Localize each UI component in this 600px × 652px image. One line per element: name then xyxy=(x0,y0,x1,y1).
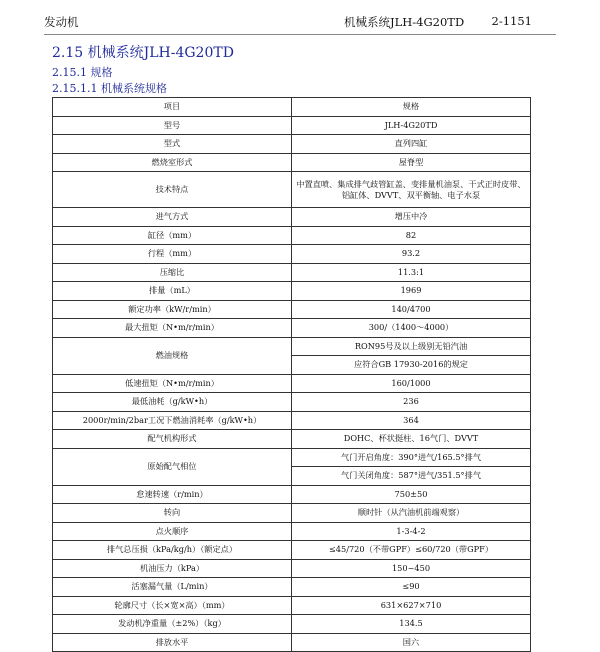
table-row xyxy=(53,504,531,523)
table-row xyxy=(53,411,531,430)
table-cell-item: 机油压力（kPa） xyxy=(53,559,292,578)
table-row xyxy=(53,596,531,615)
table-cell-item: 额定功率（kW/r/min） xyxy=(53,300,292,319)
table-row xyxy=(53,578,531,597)
table-cell-spec: 236 xyxy=(292,393,531,412)
table-row xyxy=(53,633,531,652)
table-cell-spec: 134.5 xyxy=(292,615,531,634)
table-cell-spec: 增压中冷 xyxy=(292,208,531,227)
table-cell-spec: DOHC、杯状挺柱、16气门、DVVT xyxy=(292,430,531,449)
table-row xyxy=(53,263,531,282)
table-cell-spec: 631×627×710 xyxy=(292,596,531,615)
table-row xyxy=(53,522,531,541)
table-cell-spec: 1-3-4-2 xyxy=(292,522,531,541)
table-cell-item: 型号 xyxy=(53,116,292,135)
table-cell-spec: 1969 xyxy=(292,282,531,301)
header-section-title: 发动机 xyxy=(44,15,79,29)
table-row xyxy=(53,485,531,504)
table-cell-spec: 82 xyxy=(292,226,531,245)
table-cell-item: 怠速转速（r/min） xyxy=(53,485,292,504)
table-row xyxy=(53,319,531,338)
table-row xyxy=(53,300,531,319)
table-cell-spec: 直列四缸 xyxy=(292,135,531,154)
table-cell-spec: 300/（1400～4000） xyxy=(292,319,531,338)
table-cell-spec: 屋脊型 xyxy=(292,153,531,172)
table-row xyxy=(53,135,531,154)
spec-table-body xyxy=(53,98,531,652)
table-cell-item: 配气机构形式 xyxy=(53,430,292,449)
table-cell-item: 燃油规格 xyxy=(53,337,292,374)
section-heading: 2.15 机械系统JLH-4G20TD xyxy=(52,45,234,61)
table-row xyxy=(53,393,531,412)
table-row xyxy=(53,208,531,227)
table-row xyxy=(53,374,531,393)
table-cell-item: 行程（mm） xyxy=(53,245,292,264)
table-row xyxy=(53,559,531,578)
table-cell-item: 低速扭矩（N•m/r/min） xyxy=(53,374,292,393)
table-row xyxy=(53,448,531,467)
table-cell-spec: 750±50 xyxy=(292,485,531,504)
table-cell-item: 2000r/min/2bar工况下燃油消耗率（g/kW•h） xyxy=(53,411,292,430)
subsection-heading: 2.15.1 规格 xyxy=(52,66,113,79)
header-page-number: 2-1151 xyxy=(491,14,532,28)
table-row xyxy=(53,226,531,245)
table-cell-spec: 150~450 xyxy=(292,559,531,578)
table-header-row xyxy=(53,98,531,117)
table-cell-spec: 顺时针（从汽油机前端观察） xyxy=(292,504,531,523)
table-cell-spec: 364 xyxy=(292,411,531,430)
table-cell-item: 点火顺序 xyxy=(53,522,292,541)
table-cell-spec: ≤90 xyxy=(292,578,531,597)
table-cell-spec: JLH-4G20TD xyxy=(292,116,531,135)
table-cell-spec: 气门关闭角度：587°进气/351.5°排气 xyxy=(292,467,531,486)
table-row xyxy=(53,430,531,449)
table-row xyxy=(53,116,531,135)
table-cell-item: 技术特点 xyxy=(53,172,292,208)
table-cell-spec: 11.3:1 xyxy=(292,263,531,282)
table-cell-item: 排气总压损（kPa/kg/h）（额定点） xyxy=(53,541,292,560)
column-header-spec: 规格 xyxy=(292,98,531,117)
table-cell-spec: 中置直喷、集成排气歧管缸盖、变排量机油泵、干式正时皮带、铝缸体、DVVT、双平衡轴、电子水泵 xyxy=(292,172,531,208)
table-cell-spec: 国六 xyxy=(292,633,531,652)
table-cell-item: 压缩比 xyxy=(53,263,292,282)
table-row xyxy=(53,282,531,301)
table-cell-item: 进气方式 xyxy=(53,208,292,227)
table-cell-spec: 气门开启角度：390°进气/165.5°排气 xyxy=(292,448,531,467)
table-cell-item: 排放水平 xyxy=(53,633,292,652)
subsubsection-heading: 2.15.1.1 机械系统规格 xyxy=(52,82,167,95)
table-cell-item: 发动机净重量（±2%）（kg） xyxy=(53,615,292,634)
table-cell-spec: 140/4700 xyxy=(292,300,531,319)
table-cell-item: 燃烧室形式 xyxy=(53,153,292,172)
page-header xyxy=(44,10,556,35)
table-cell-item: 排量（mL） xyxy=(53,282,292,301)
table-row xyxy=(53,541,531,560)
table-cell-item: 最大扭矩（N•m/r/min） xyxy=(53,319,292,338)
table-cell-spec: 160/1000 xyxy=(292,374,531,393)
table-row xyxy=(53,615,531,634)
table-row xyxy=(53,245,531,264)
table-cell-item: 原始配气相位 xyxy=(53,448,292,485)
table-cell-item: 型式 xyxy=(53,135,292,154)
header-system-title: 机械系统JLH-4G20TD xyxy=(344,15,465,29)
spec-table xyxy=(52,97,531,652)
table-cell-item: 轮廓尺寸（长×宽×高）（mm） xyxy=(53,596,292,615)
table-cell-spec: 93.2 xyxy=(292,245,531,264)
table-row xyxy=(53,337,531,356)
table-cell-item: 最低油耗（g/kW•h） xyxy=(53,393,292,412)
table-cell-spec: ≤45/720（不带GPF）≤60/720（带GPF） xyxy=(292,541,531,560)
table-cell-item: 转向 xyxy=(53,504,292,523)
table-cell-spec: 应符合GB 17930-2016的规定 xyxy=(292,356,531,375)
table-cell-item: 活塞漏气量（L/min） xyxy=(53,578,292,597)
column-header-item: 项目 xyxy=(53,98,292,117)
table-cell-spec: RON95号及以上级别无铅汽油 xyxy=(292,337,531,356)
table-cell-item: 缸径（mm） xyxy=(53,226,292,245)
table-row xyxy=(53,153,531,172)
table-row xyxy=(53,172,531,208)
